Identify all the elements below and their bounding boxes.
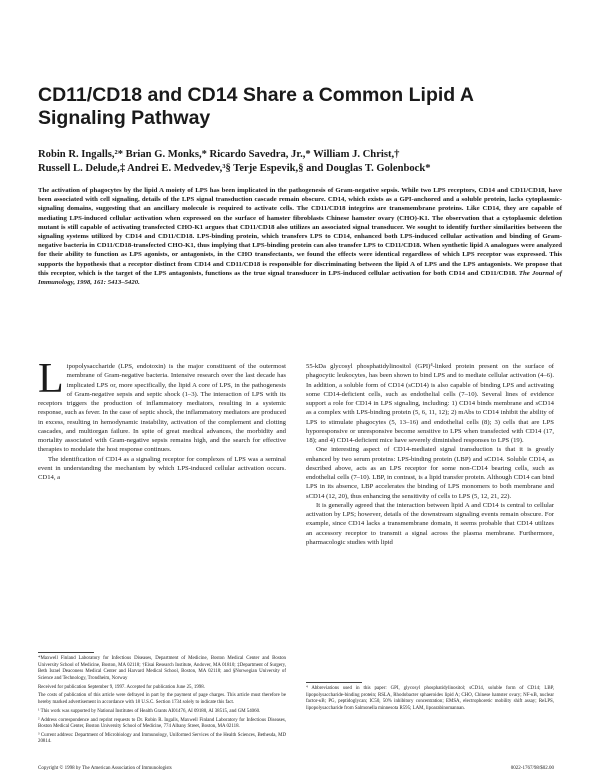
body-column-right — [306, 362, 554, 547]
intro-paragraph-1 — [38, 356, 286, 455]
footnote-divider-left — [38, 652, 94, 653]
drop-cap: L — [38, 356, 64, 402]
article-title: CD11/CD18 and CD14 Share a Common Lipid A Signaling Pathway — [38, 84, 474, 129]
footnotes-left — [38, 656, 286, 748]
footnote-divider-right — [306, 682, 362, 683]
abstract-text: The activation of phagocytes by the lipid A moiety of LPS has been implicated in the pathogenesis of Gram-negative sepsis. While two LPS receptors, CD14 and CD11/CD18, have been associated with cell signaling, details of the LPS signal transduction cascade remain obscure. CD14, which exists as a GPI-anchored and a soluble protein, lacks cytoplasmic-signaling domains, suggesting that an ancillary molecule is required to activate cells. The CD11/CD18 integrins are transmembrane proteins. Like CD14, they are capable of mediating LPS-induced cellular activation when expressed on the surface of hamster fibroblasts Chinese hamster ovary (CHO)-K1. The observation that a cytoplasmic deletion mutant is still capable of activating transfected CHO-K1 argues that CD11/CD18 also utilizes an associated signal transducer. We sought to identify further similarities between the signaling systems utilized by CD14 and CD11/CD18. LPS-binding protein, which transfers LPS to CD14, enhanced both LPS-induced cellular activation and binding of Gram-negative bacteria in CD11/CD18-transfected CHO-K1, thus implying that LPS-binding protein can also transfer LPS to CD11/CD18. When synthetic lipid A analogues were analyzed for their ability to function as LPS agonists, or antagonists, in the CHO transfectants, we found the effects were identical regardless of which LPS receptor was expressed. This supports the hypothesis that a receptor distinct from CD14 and CD11/CD18 is responsible for discriminating between the lipid A of LPS and the LPS antagonists. We propose that this receptor, which is the target of the LPS antagonists, functions as the true signal transducer in LPS-induced cellular activation for both CD14 and CD11/CD18. — [38, 187, 562, 277]
intro-paragraph-2: The identification of CD14 as a signaling receptor for complexes of LPS was a seminal event in understanding the mechanism by which LPS-induced cellular activation occurs. CD14, a — [38, 455, 286, 481]
abbreviations-footnote: ⁴ Abbreviations used in this paper: GPI, glycosyl phosphatidylinositol; sCD14, soluble form of CD14; LBP, lipopolysaccharide-binding protein; RSLA, Rhodobacter sphaeroides lipid A; CHO, Chinese hamster ovary; NF-κB, nuclear factor-κB; PG, peptidoglycan; IC50, 50% inhibitory concentration; EMSA, electrophoretic mobility shift assay; ReLPS, lipopolysaccharide from Salmonella minnesota R595; LAM, lipoarabinomannan. — [306, 686, 554, 711]
authors-line-2: Russell L. Delude,‡ Andrei E. Medvedev,³§ Terje Espevik,§ and Douglas T. Golenbock* — [38, 163, 431, 174]
current-address-footnote: ³ Current address: Department of Microbiology and Immunology, Uniformed Services of the Health Sciences, Bethesda, MD 20814. — [38, 732, 286, 745]
intro-paragraph-5: It is generally agreed that the interaction between lipid A and CD14 is central to cellular activation by LPS; however, details of the downstream signaling events remain obscure. For example, since CD14 lacks a transmembrane domain, it seems probable that CD14 utilizes an accessory receptor to transmit a signal across the plasma membrane. Furthermore, pharmacologic studies with lipid — [306, 501, 554, 546]
footnotes-right — [306, 686, 554, 712]
received-footnote: Received for publication September 9, 1997. Accepted for publication June 25, 1998. — [38, 684, 205, 690]
costs-footnote: The costs of publication of this article were defrayed in part by the payment of page charges. This article must therefore be hereby marked advertisement in accordance with 18 U.S.C. Section 1734 solely to indicate this fact. — [38, 693, 286, 705]
abstract — [38, 186, 562, 287]
copyright-notice: Copyright © 1998 by The American Association of Immunologists — [38, 766, 172, 771]
journal-citation: The Journal of Immunology, 1998, 161: 5413–5420. — [38, 269, 562, 287]
authors-line-1: Robin R. Ingalls,²* Brian G. Monks,* Ricardo Savedra, Jr.,* William J. Christ,† — [38, 149, 400, 160]
intro-paragraph-3: 55-kDa glycosyl phosphatidylinositol (GPI)⁴-linked protein present on the surface of phagocytic leukocytes, has been shown to bind LPS and to mediate cellular activation (4–6). In addition, a soluble form of CD14 (sCD14) is also capable of binding LPS and activating some CD14-deficient cells, such as endothelial cells (7–10). Several lines of evidence support a role for CD14 in LPS signaling, including: 1) CD14 binds membrane and sCD14 as a complex with LPS-binding protein (5, 6, 11, 12); 2) mAbs to CD14 inhibit the ability of LPS to stimulate phagocytes (5, 13–16) and endothelial cells (8); 3) cells that are LPS hyporesponsive or unresponsive become sensitive to LPS when transfected with CD14 (17, 18); and 4) CD14-deficient mice have severely diminished responses to LPS (19). — [306, 363, 554, 444]
intro-paragraph-1-text: ipopolysaccharide (LPS, endotoxin) is the major constituent of the outermost membrane of Gram-negative bacteria. Intensive research over the last decade has implicated LPS or, more specifically, the lipid A core of LPS, in the pathogenesis of Gram-negative sepsis and septic shock (1–3). The interaction of LPS with its receptors triggers the production of inflammatory mediators, resulting in a systemic response, such as fever. In the case of septic shock, the inflammatory mediators are produced in excess, resulting in hemodynamic instability, activation of the complement and clotting cascades, and multiorgan failure. In spite of great medical advances, the morbidity and mortality associated with Gram-negative sepsis remains high, and the search for effective therapies to modulate the host response continues. — [38, 363, 286, 454]
support-footnote: ¹ This work was supported by National Institutes of Health Grants AI01476, AI 09180, AI 38515, and GM 54060. — [38, 708, 261, 714]
author-list — [38, 148, 568, 176]
correspondence-footnote: ² Address correspondence and reprint requests to Dr. Robin R. Ingalls, Maxwell Finland Laboratory for Infectious Diseases, Boston Medical Center, Boston University School of Medicine, 774 Albany Street, Boston, MA 02118. — [38, 717, 286, 730]
body-column-left — [38, 356, 286, 482]
intro-paragraph-4: One interesting aspect of CD14-mediated signal transduction is that it is greatly enhanced by two serum proteins: LPS-binding protein (LBP) and sCD14. Soluble CD14, as described above, acts as an LPS receptor for some non-CD14 bearing cells, such as endothelial cells (7–10). LBP, in contrast, is a lipid transfer protein. Although CD14 can bind LPS in its absence, LBP accelerates the binding of LPS monomers to both membrane and sCD14 (12, 20), thus enhancing the sensitivity of cells to LPS (5, 12, 21, 22). — [306, 446, 554, 500]
affiliations-footnote: *Maxwell Finland Laboratory for Infectious Diseases, Department of Medicine, Boston Medical Center and Boston University School of Medicine, Boston, MA 02118; †Eisai Research Institute, Andover, MA 01810; ‡Department of Surgery, Beth Israel Deaconess Medical Center and Harvard Medical School, Boston, MA 02118; and §Norwegian University of Science and Technology, Trondheim, Norway — [38, 656, 286, 681]
issn-code: 0022-1767/98/$02.00 — [510, 766, 554, 771]
